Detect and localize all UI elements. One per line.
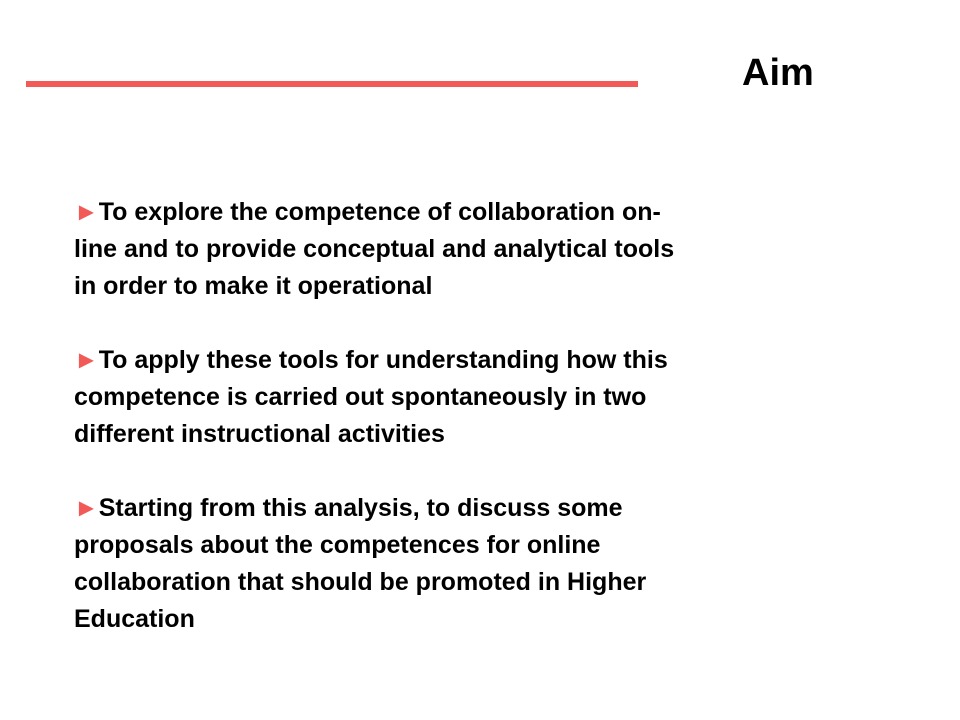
bullet-text-line: collaboration that should be promoted in Higher bbox=[74, 568, 647, 596]
bullet-text-line: Education bbox=[74, 605, 195, 633]
triangle-bullet-icon: ► bbox=[74, 346, 99, 374]
bullet-text-line: in order to make it operational bbox=[74, 272, 433, 300]
slide-title: Aim bbox=[742, 52, 814, 94]
bullet-text-line: To apply these tools for understanding how this bbox=[98, 346, 668, 374]
bullet-text-line: competence is carried out spontaneously in two bbox=[74, 383, 647, 411]
bullet-text-line: proposals about the competences for online bbox=[74, 531, 601, 559]
bullet-text-line: different instructional activities bbox=[74, 420, 445, 448]
triangle-bullet-icon: ► bbox=[74, 494, 99, 522]
triangle-bullet-icon: ► bbox=[74, 198, 99, 226]
bullet-list bbox=[74, 194, 864, 675]
bullet-text-line: To explore the competence of collaboration on- bbox=[98, 198, 661, 226]
title-accent-line bbox=[26, 81, 638, 87]
bullet-item bbox=[74, 490, 864, 638]
bullet-text-line: Starting from this analysis, to discuss some bbox=[98, 494, 623, 522]
bullet-text-line: line and to provide conceptual and analytical tools bbox=[74, 235, 675, 263]
bullet-item bbox=[74, 342, 864, 453]
bullet-item bbox=[74, 194, 864, 305]
